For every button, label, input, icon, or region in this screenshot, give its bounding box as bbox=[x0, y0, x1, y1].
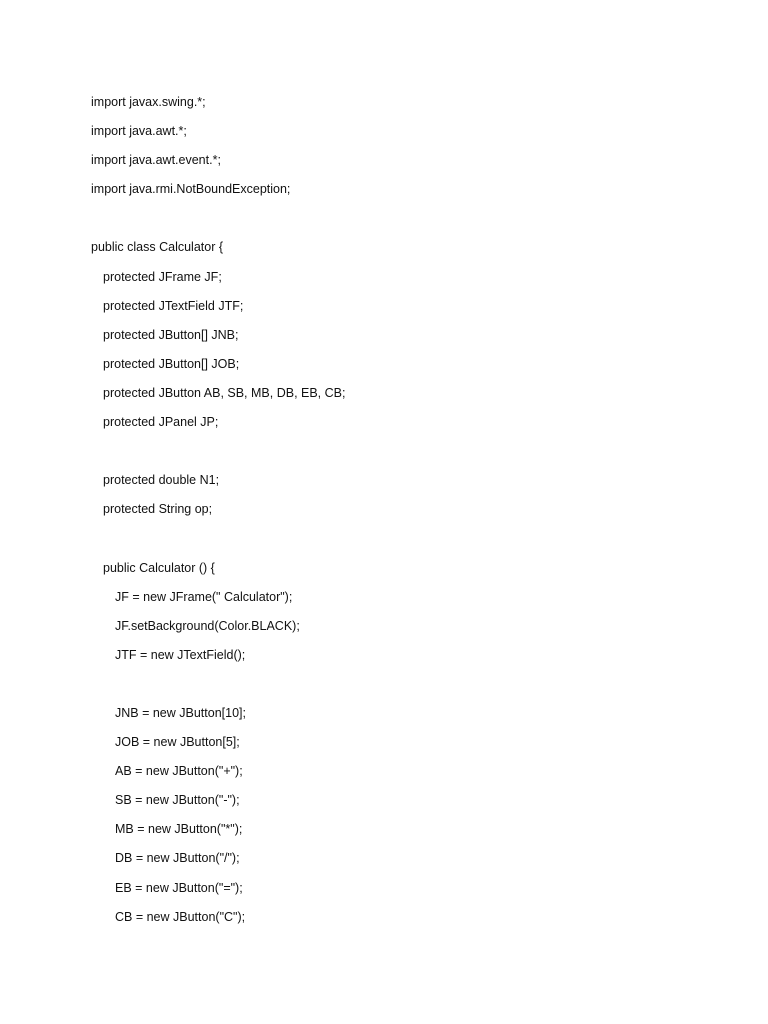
blank-line bbox=[91, 674, 731, 703]
code-line: import java.rmi.NotBoundException; bbox=[91, 182, 291, 197]
code-line: JF = new JFrame(" Calculator"); bbox=[115, 589, 293, 604]
code-line: JNB = new JButton[10]; bbox=[115, 705, 246, 720]
blank-line bbox=[91, 528, 731, 557]
code-line: protected String op; bbox=[103, 502, 213, 517]
code-line: SB = new JButton("-"); bbox=[115, 793, 240, 808]
blank-line bbox=[91, 208, 731, 237]
code-line: import java.awt.*; bbox=[91, 124, 187, 139]
code-line: public Calculator () { bbox=[103, 560, 215, 575]
code-line: JF.setBackground(Color.BLACK); bbox=[115, 618, 300, 633]
code-line: AB = new JButton("+"); bbox=[115, 764, 243, 779]
code-line: protected JButton AB, SB, MB, DB, EB, CB; bbox=[103, 385, 346, 400]
code-line: protected JPanel JP; bbox=[103, 415, 219, 430]
code-line: EB = new JButton("="); bbox=[115, 880, 243, 895]
code-line: DB = new JButton("/"); bbox=[115, 851, 240, 866]
code-line: MB = new JButton("*"); bbox=[115, 822, 243, 837]
code-line: protected JTextField JTF; bbox=[103, 298, 244, 313]
code-line: import javax.swing.*; bbox=[91, 95, 206, 109]
code-line: JOB = new JButton[5]; bbox=[115, 735, 240, 750]
code-line: import java.awt.event.*; bbox=[91, 153, 221, 168]
code-listing bbox=[91, 92, 731, 936]
code-line: protected JButton[] JOB; bbox=[103, 356, 240, 371]
code-line: protected double N1; bbox=[103, 473, 220, 488]
code-line: CB = new JButton("C"); bbox=[115, 909, 246, 924]
code-line: JTF = new JTextField(); bbox=[115, 647, 246, 662]
code-line: public class Calculator { bbox=[91, 240, 224, 255]
blank-line bbox=[91, 441, 731, 470]
code-line: protected JFrame JF; bbox=[103, 269, 222, 284]
code-line: protected JButton[] JNB; bbox=[103, 327, 239, 342]
